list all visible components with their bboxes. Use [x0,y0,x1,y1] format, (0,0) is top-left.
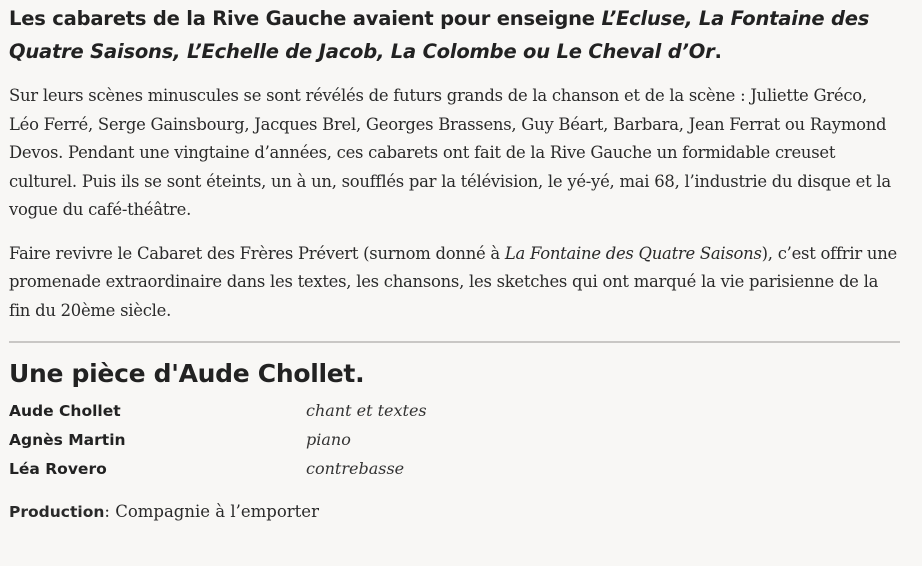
intro-suffix: . [714,40,722,63]
production-line [9,502,900,521]
intro-prefix: Les cabarets de la Rive Gauche avaient pour enseigne [9,7,602,30]
section-heading: Une pièce d'Aude Chollet. [9,359,365,388]
credit-name: Agnès Martin [9,430,126,449]
credit-name: Aude Chollet [9,401,121,420]
intro-heading [9,2,900,68]
paragraph-cabaret-before: Faire revivre le Cabaret des Frères Prévert (surnom donné à [9,243,505,263]
section-divider [9,341,900,343]
credits-list [9,396,900,483]
paragraph-cabaret-italic: La Fontaine des Quatre Saisons [504,243,762,263]
credit-role: contrebasse [306,459,405,478]
credit-row [9,396,900,425]
credit-name: Léa Rovero [9,459,107,478]
production-label: Production [9,503,105,521]
paragraph-cabaret [9,240,900,326]
credit-role: piano [306,430,351,449]
credit-row [9,454,900,483]
credit-role: chant et textes [306,401,427,420]
paragraph-artists: Sur leurs scènes minuscules se sont révélés de futurs grands de la chanson et de la scène : Juliette Gréco, Léo Ferré, Serge Gainsbourg, Jacques Brel, Georges Brassens, Guy Béart, Barbara, Jean Ferrat ou Raymond Devos. Pendant une vingtaine d’années, ces cabarets ont fait de la Rive Gauche un formidable creuset culturel. Puis ils se sont éteints, un à un, soufflés par la télévision, le yé-yé, mai 68, l’industrie du disque et la vogue du café-théâtre. [9,86,891,219]
credit-row [9,425,900,454]
intro-cabaret-names: L’Ecluse, La Fontaine des Quatre Saisons, L’Echelle de Jacob, La Colombe ou Le Cheval d’Or [9,7,870,63]
paragraph-cabaret-after: ), c’est offrir une promenade extraordinaire dans les textes, les chansons, les sketches qui ont marqué la vie parisienne de la fin du 20ème siècle. [9,243,897,320]
production-value: : Compagnie à l’emporter [104,502,319,521]
